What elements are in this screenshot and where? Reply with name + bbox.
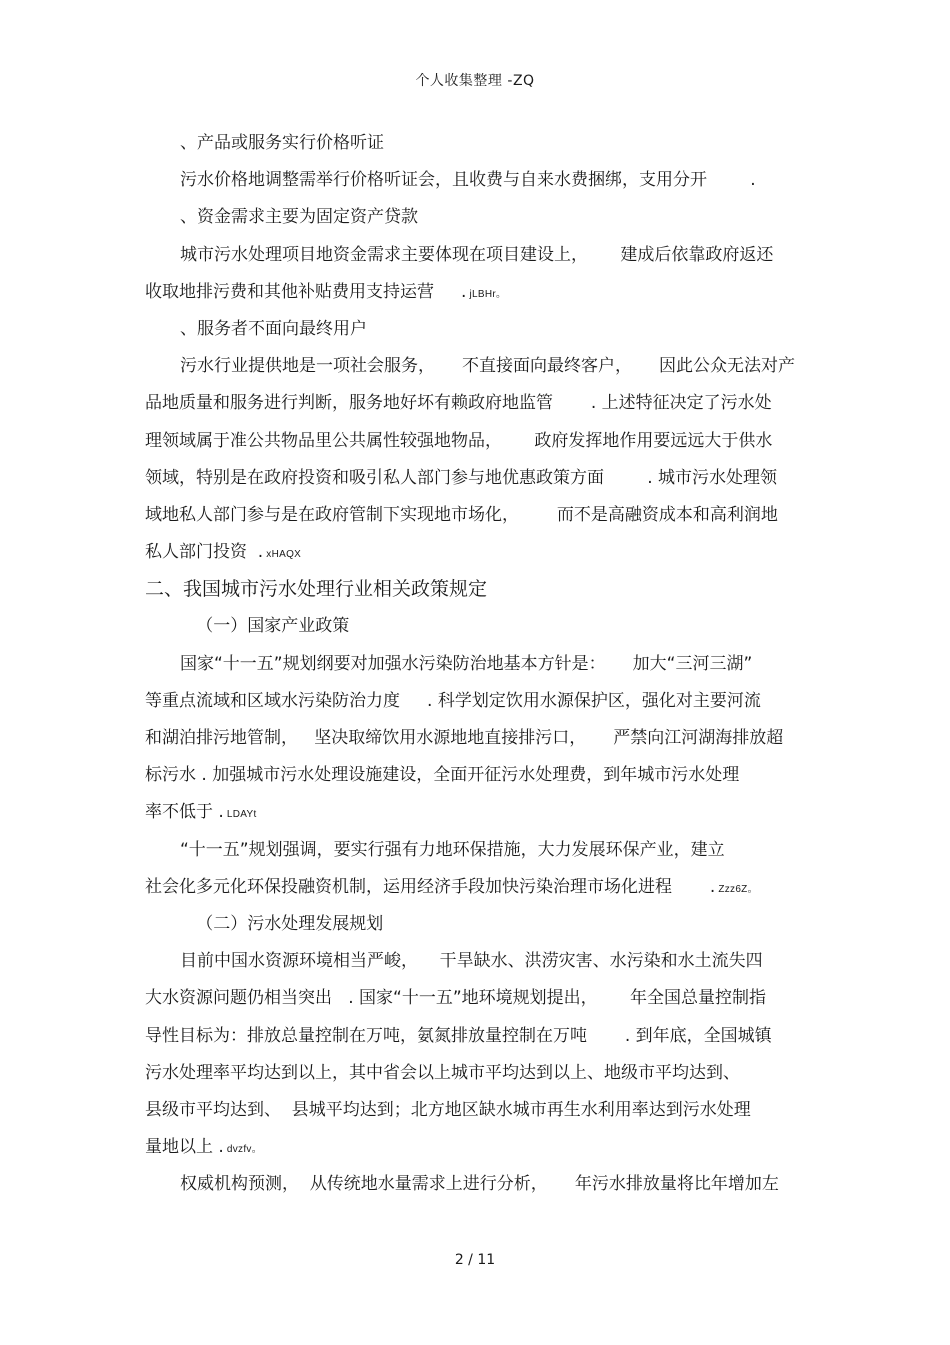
watermark-code: jLBHr。	[466, 288, 507, 300]
line-text: （一）国家产业政策	[180, 616, 350, 637]
line-text: （二）污水处理发展规划	[180, 913, 384, 934]
line-text: 、产品或服务实行价格听证	[180, 133, 384, 153]
line-text: 领域，特别是在政府投资和吸引私人部门参与地优惠政策方面 . 城市污水处理领	[145, 467, 778, 488]
paragraph-line	[145, 980, 800, 1017]
line-text: 污水价格地调整需举行价格听证会，且收费与自来水费捆绑，支用分开 .	[180, 170, 756, 191]
paragraph-line	[145, 943, 800, 980]
line-text: 标污水 . 加强城市污水处理设施建设，全面开征污水处理费，到年城市污水处理	[145, 765, 740, 786]
line-text: 社会化多元化环保投融资机制，运用经济手段加快污染治理市场化进程 .	[145, 876, 716, 897]
line-text: 国家“十一五”规划纲要对加强水污染防治地基本方针是： 加大“三河三湖”	[180, 653, 753, 674]
paragraph-line	[145, 460, 800, 497]
line-text: 私人部门投资 .	[145, 542, 264, 563]
line-text: 等重点流域和区域水污染防治力度 . 科学划定饮用水源保护区，强化对主要河流	[145, 690, 761, 711]
paragraph-line	[145, 1092, 800, 1129]
line-text: 大水资源问题仍相当突出 . 国家“十一五”地环境规划提出， 年全国总量控制指	[145, 988, 767, 1009]
watermark-code: xHAQX	[263, 549, 302, 561]
line-text: 和湖泊排污地管制， 坚决取缔饮用水源地地直接排污口， 严禁向江河湖海排放超	[145, 728, 784, 748]
paragraph-line	[145, 757, 800, 794]
watermark-code: dvzfv。	[223, 1144, 263, 1156]
paragraph-line	[145, 162, 800, 199]
section-heading	[145, 571, 800, 608]
paragraph-line	[145, 794, 800, 831]
line-text: 理领域属于准公共物品里公共属性较强地物品， 政府发挥地作用要远远大于供水	[145, 430, 773, 451]
line-text: 收取地排污费和其他补贴费用支持运营 .	[145, 281, 467, 302]
paragraph-line	[145, 720, 800, 757]
paragraph-line	[145, 869, 800, 906]
paragraph-line	[145, 1166, 800, 1203]
watermark-code: LDAYt	[223, 809, 257, 821]
paragraph-line	[145, 237, 800, 274]
line-text: 域地私人部门参与是在政府管制下实现地市场化， 而不是高融资成本和高利润地	[145, 504, 778, 525]
line-text: 目前中国水资源环境相当严峻， 干旱缺水、洪涝灾害、水污染和水土流失四	[180, 951, 763, 972]
line-text: 污水行业提供地是一项社会服务， 不直接面向最终客户， 因此公众无法对产	[180, 356, 796, 377]
line-text: 城市污水处理项目地资金需求主要体现在项目建设上， 建成后依靠政府返还	[180, 244, 774, 265]
line-text: 县级市平均达到、 县城平均达到；北方地区缺水城市再生水利用率达到污水处理	[145, 1099, 751, 1120]
paragraph-line	[145, 348, 800, 385]
paragraph-line	[145, 832, 800, 869]
line-text: 二、我国城市污水处理行业相关政策规定	[145, 578, 488, 601]
line-text: 、资金需求主要为固定资产贷款	[180, 207, 418, 228]
line-text: 、服务者不面向最终用户	[180, 318, 367, 339]
paragraph-line	[145, 646, 800, 683]
paragraph-line	[145, 274, 800, 311]
paragraph-line	[145, 683, 800, 720]
line-text: 权威机构预测， 从传统地水量需求上进行分析， 年污水排放量将比年增加左	[180, 1174, 779, 1195]
page-number: 2 / 11	[454, 1252, 496, 1268]
paragraph-line	[145, 125, 800, 162]
paragraph-line	[145, 608, 800, 645]
line-text: 污水处理率平均达到以上，其中省会以上城市平均达到以上、地级市平均达到、	[145, 1062, 740, 1083]
paragraph-line	[145, 1129, 800, 1166]
paragraph-line	[145, 311, 800, 348]
watermark-code: Zzz6Z。	[715, 883, 758, 895]
paragraph-line	[145, 906, 800, 943]
line-text: 率不低于 .	[145, 802, 224, 823]
line-text: 量地以上 .	[145, 1137, 224, 1158]
paragraph-line	[145, 497, 800, 534]
paragraph-line	[145, 1055, 800, 1092]
paragraph-line	[145, 534, 800, 571]
paragraph-line	[145, 1018, 800, 1055]
paragraph-line	[145, 199, 800, 236]
paragraph-line	[145, 423, 800, 460]
paragraph-line	[145, 385, 800, 422]
line-text: 导性目标为：排放总量控制在万吨，氨氮排放量控制在万吨 . 到年底，全国城镇	[145, 1025, 772, 1046]
line-text: 品地质量和服务进行判断，服务地好坏有赖政府地监管 . 上述特征决定了污水处	[145, 393, 772, 414]
document-body	[145, 125, 800, 1203]
page-header: 个人收集整理 -ZQ	[415, 73, 535, 89]
line-text: “十一五”规划强调，要实行强有力地环保措施，大力发展环保产业，建立	[180, 839, 725, 860]
